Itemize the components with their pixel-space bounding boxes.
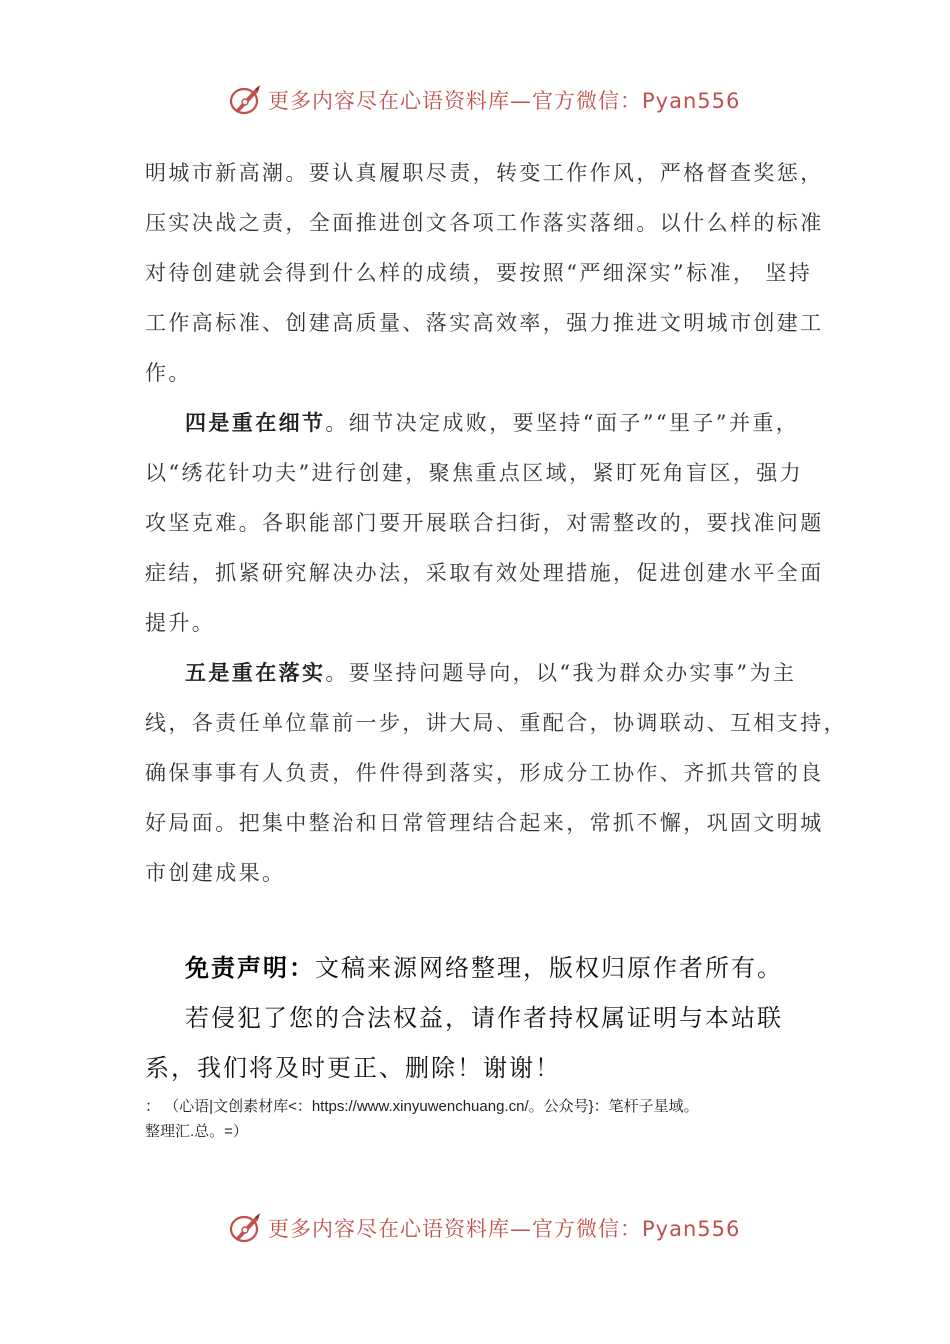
text-line: 线，各责任单位靠前一步，讲大局、重配合，协调联动、互相支持，: [145, 711, 847, 735]
paragraph-implementation: [145, 648, 847, 898]
quill-logo-icon: [228, 1211, 262, 1245]
quill-logo-icon: [228, 83, 262, 117]
banner-text: 更多内容尽在心语资料库—官方微信：Pyan556: [268, 89, 741, 113]
disclaimer-line: [145, 943, 825, 993]
text-span: 。细节决定成败，要坚持“面子”“里子”并重，: [325, 411, 800, 435]
text-span: 文稿来源网络整理，版权归原作者所有。: [315, 954, 783, 982]
paragraph-heading: 五是重在落实: [185, 661, 326, 685]
paragraph-details: [145, 398, 824, 648]
disclaimer: [145, 943, 825, 1093]
text-line: 以“绣花针功夫”进行创建，聚焦重点区域，紧盯死角盲区，强力: [145, 461, 804, 485]
text-line: 提升。: [145, 611, 216, 635]
banner-text: 更多内容尽在心语资料库—官方微信：Pyan556: [268, 1217, 741, 1241]
disclaimer-label: 免责声明：: [185, 954, 315, 982]
footer-banner: [228, 1208, 740, 1248]
text-line: 好局面。把集中整治和日常管理结合起来，常抓不懈，巩固文明城: [145, 811, 824, 835]
source-line: 整理汇.总。=）: [145, 1123, 248, 1140]
text-span: 。要坚持问题导向，以“我为群众办实事”为主: [325, 661, 797, 685]
text-line: 工作高标准、创建高质量、落实高效率，强力推进文明城市创建工: [145, 311, 824, 335]
text-line: 明城市新高潮。要认真履职尽责，转变工作作风，严格督查奖惩，: [145, 161, 824, 185]
source-line: ： （心语|文创素材库<：https://www.xinyuwenchuang.cn/。公众号}：笔杆子星域。: [145, 1098, 699, 1115]
text-line: 市创建成果。: [145, 861, 286, 885]
text-line: 作。: [145, 361, 192, 385]
text-line: 攻坚克难。各职能部门要开展联合扫街，对需整改的，要找准问题: [145, 511, 824, 535]
disclaimer-line: 系，我们将及时更正、删除！谢谢！: [145, 1054, 561, 1082]
paragraph-heading: 四是重在细节: [185, 411, 326, 435]
wechat-id: Pyan556: [642, 1217, 741, 1241]
disclaimer-line: 若侵犯了您的合法权益，请作者持权属证明与本站联: [185, 1004, 783, 1032]
text-line: [145, 398, 815, 448]
text-line: [145, 648, 815, 698]
text-line: 症结，抓紧研究解决办法，采取有效处理措施，促进创建水平全面: [145, 561, 824, 585]
wechat-id: Pyan556: [642, 89, 741, 113]
paragraph-intro: [145, 148, 824, 398]
text-line: 对待创建就会得到什么样的成绩，要按照“严细深实”标准， 坚持: [145, 261, 813, 285]
source-note: [145, 1094, 835, 1144]
header-banner: [228, 80, 740, 120]
text-line: 确保事事有人负责，件件得到落实，形成分工协作、齐抓共管的良: [145, 761, 824, 785]
article-body: [145, 148, 847, 898]
text-line: 压实决战之责，全面推进创文各项工作落实落细。以什么样的标准: [145, 211, 824, 235]
